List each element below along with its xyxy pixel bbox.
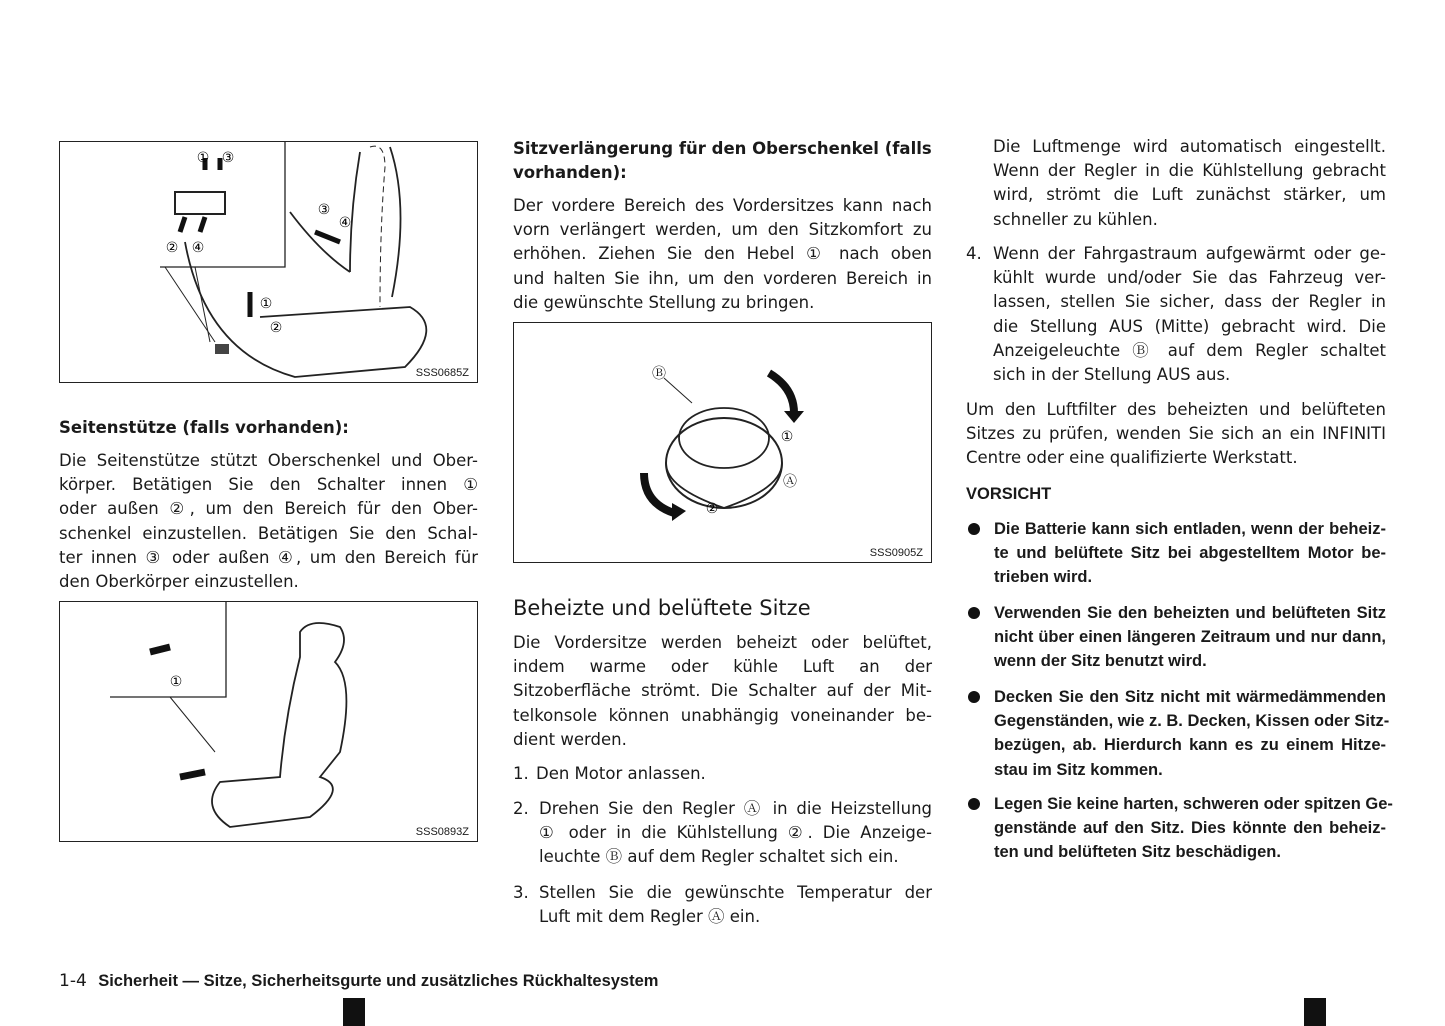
text-line: indem warme oder kühle Luft an der xyxy=(513,657,932,677)
side-support-text xyxy=(59,449,478,594)
callout-2b: ② xyxy=(269,320,283,336)
step-2 xyxy=(513,797,932,870)
figure-code: SSS0905Z xyxy=(869,547,923,559)
figure-code: SSS0893Z xyxy=(415,826,469,838)
text-line: und halten Sie ihn, um den vorderen Bereich in xyxy=(513,268,932,288)
callout-4: ④ xyxy=(191,240,205,256)
caution-item xyxy=(994,792,1393,865)
caution-item xyxy=(994,601,1386,674)
text-line: Die Seitenstütze stützt Oberschenkel und Ober- xyxy=(59,451,478,470)
text-line: kühlt wurde und/oder Sie das Fahrzeug ver- xyxy=(993,268,1386,288)
callout-3: ③ xyxy=(221,150,235,166)
step-3-continued xyxy=(993,135,1386,232)
thumb-tab-marker xyxy=(1304,998,1326,1026)
text-line: vorn verlängert werden, um den Sitzkomfort zu xyxy=(513,220,932,240)
figure-climate-dial xyxy=(513,322,932,563)
thigh-extension-heading xyxy=(513,137,932,185)
caution-item xyxy=(994,685,1390,782)
text-line: dient werden. xyxy=(513,729,627,749)
side-support-heading: Seitenstütze (falls vorhanden): xyxy=(59,418,349,437)
callout-2: ② xyxy=(165,240,179,256)
text-line: die Stellung AUS (Mitte) gebracht wird. Die xyxy=(993,316,1386,336)
caution-item xyxy=(994,517,1386,590)
air-filter-text xyxy=(966,398,1386,471)
step-4 xyxy=(966,242,1386,387)
text-line: erhöhen. Ziehen Sie den Hebel ① nach oben xyxy=(513,244,932,264)
text-line: Den Motor anlassen. xyxy=(536,764,706,783)
text-line: ten und belüfteten Sitz beschädigen. xyxy=(994,843,1281,862)
text-line: vorhanden): xyxy=(513,163,627,183)
text-line: Wenn der Regler in die Kühlstellung gebracht xyxy=(993,161,1386,181)
text-line: stau im Sitz kommen. xyxy=(994,760,1163,779)
text-line: Die Vordersitze werden beheizt oder belüftet, xyxy=(513,633,932,652)
text-line: Sitzverlängerung für den Oberschenkel (falls xyxy=(513,139,932,158)
callout-A: Ⓐ xyxy=(783,474,797,490)
text-line: te und belüftete Sitz bei abgestelltem Motor be- xyxy=(994,544,1386,563)
bullet-icon xyxy=(968,798,980,810)
thumb-tab-marker xyxy=(343,998,365,1026)
text-line: Um den Luftfilter des beheizten und belüfteten xyxy=(966,400,1386,419)
text-line: nicht über einen längeren Zeitraum und nur dann, xyxy=(994,628,1386,647)
text-line: genstände auf den Sitz. Dies könnte den beheiz- xyxy=(994,819,1386,838)
text-line: Centre oder eine qualifizierte Werkstatt. xyxy=(966,448,1298,468)
step-text xyxy=(536,762,932,786)
text-line: Stellen Sie die gewünschte Temperatur der xyxy=(539,883,932,902)
bullet-icon xyxy=(968,523,980,535)
callout-1: ① xyxy=(169,674,183,690)
callout-1b: ① xyxy=(259,296,273,312)
figure-code: SSS0685Z xyxy=(415,367,469,379)
step-number: 2. xyxy=(513,799,529,818)
step-text xyxy=(993,242,1386,387)
dial-illustration xyxy=(514,323,931,562)
step-number: 1. xyxy=(513,764,529,783)
text-line: ter innen ③ oder außen ④, um den Bereich für xyxy=(59,547,478,567)
text-line: Verwenden Sie den beheizten und belüfteten Sitz xyxy=(994,604,1386,622)
text-line: Decken Sie den Sitz nicht mit wärmedämmenden xyxy=(994,688,1386,706)
callout-1: ① xyxy=(780,429,794,445)
footer xyxy=(59,969,658,993)
text-line: schneller zu kühlen. xyxy=(993,209,1158,229)
bullet-icon xyxy=(968,691,980,703)
step-1 xyxy=(513,762,932,786)
step-number: 3. xyxy=(513,883,529,902)
text-line: Sitzes zu prüfen, wenden Sie sich an ein INFINITI xyxy=(966,424,1386,444)
text-line: sich in der Stellung AUS aus. xyxy=(993,364,1231,384)
text-line: Luft mit dem Regler Ⓐ ein. xyxy=(539,907,761,927)
callout-1: ① xyxy=(196,150,210,166)
text-line: Anzeigeleuchte Ⓑ auf dem Regler schaltet xyxy=(993,340,1386,360)
text-line: Legen Sie keine harten, schweren oder spitzen Ge- xyxy=(994,795,1393,813)
text-line: schenkel einzustellen. Betätigen Sie den Schal- xyxy=(59,523,478,543)
text-line: Gegenständen, wie z. B. Decken, Kissen oder Sitz- xyxy=(994,712,1390,731)
thigh-extension-text xyxy=(513,194,932,315)
chapter-title: Sicherheit — Sitze, Sicherheitsgurte und zusätzliches Rückhaltesystem xyxy=(98,972,659,990)
text-line: Wenn der Fahrgastraum aufgewärmt oder ge- xyxy=(993,244,1386,263)
callout-2: ② xyxy=(705,501,719,517)
text-line: wird, strömt die Luft zunächst stärker, um xyxy=(993,185,1386,205)
figure-side-support-switch xyxy=(59,141,478,383)
step-number: 4. xyxy=(966,244,982,263)
text-line: körper. Betätigen Sie den Schalter innen ① xyxy=(59,475,478,495)
text-line: lassen, stellen Sie sicher, dass der Regler in xyxy=(993,292,1386,312)
text-line: trieben wird. xyxy=(994,568,1093,587)
text-line: Die Luftmenge wird automatisch eingestellt. xyxy=(993,137,1386,156)
text-line: telkonsole können unabhängig voneinander be- xyxy=(513,705,932,725)
callout-4b: ④ xyxy=(338,215,352,231)
text-line: die gewünschte Stellung zu bringen. xyxy=(513,292,815,312)
text-line: leuchte Ⓑ auf dem Regler schaltet sich ein. xyxy=(539,847,899,867)
caution-title: VORSICHT xyxy=(966,485,1052,503)
text-line: Sitzoberfläche strömt. Die Schalter auf der Mit- xyxy=(513,681,932,701)
step-3 xyxy=(513,881,932,929)
text-line: ① oder in die Kühlstellung ②. Die Anzeige- xyxy=(539,823,932,843)
text-line: oder außen ②, um den Bereich für den Ober- xyxy=(59,499,478,519)
bullet-icon xyxy=(968,607,980,619)
seat-switch-illustration xyxy=(60,142,477,382)
step-text xyxy=(539,881,932,929)
text-line: wenn der Sitz benutzt wird. xyxy=(994,652,1207,671)
callout-3b: ③ xyxy=(317,202,331,218)
callout-B: Ⓑ xyxy=(652,366,666,382)
step-text xyxy=(539,797,932,870)
text-line: Die Batterie kann sich entladen, wenn der beheiz- xyxy=(994,520,1386,538)
page-number: 1-4 xyxy=(59,971,87,991)
seat-extension-illustration xyxy=(60,602,477,841)
text-line: bezügen, ab. Hierdurch kann es zu einem Hitze- xyxy=(994,736,1386,755)
text-line: Der vordere Bereich des Vordersitzes kann nach xyxy=(513,196,932,215)
figure-thigh-extension xyxy=(59,601,478,842)
section-title: Beheizte und belüftete Sitze xyxy=(513,596,811,620)
heated-seats-text xyxy=(513,631,932,752)
text-line: Drehen Sie den Regler Ⓐ in die Heizstellung xyxy=(539,799,932,818)
text-line: den Oberkörper einzustellen. xyxy=(59,571,299,591)
